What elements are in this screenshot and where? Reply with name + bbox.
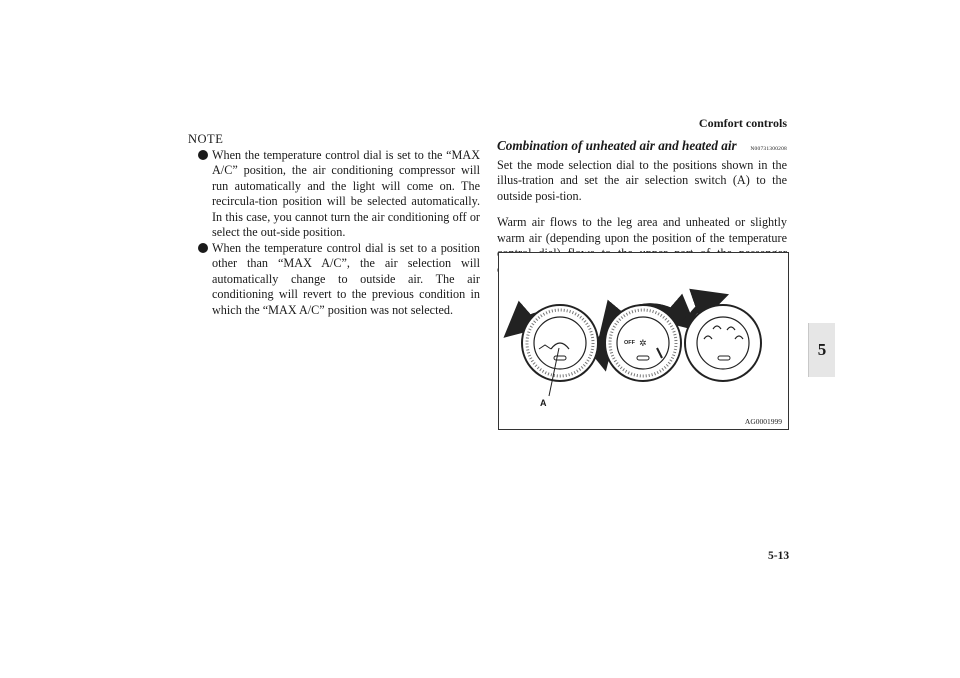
svg-text:✲: ✲ bbox=[639, 339, 647, 349]
section-heading-row bbox=[497, 138, 787, 158]
callout-label-a: A bbox=[540, 398, 547, 408]
section-tab[interactable]: 5 bbox=[808, 323, 835, 377]
note-item bbox=[188, 148, 480, 241]
svg-text:OFF: OFF bbox=[624, 340, 635, 346]
note-block bbox=[188, 132, 480, 318]
running-header: Comfort controls bbox=[698, 116, 787, 130]
note-item-text: When the temperature control dial is set to the “MAX A/C” position, the air conditioning compressor will run automatically and the light will come on. The recircula-tion position will be selected automatically. In this case, you cannot turn the air conditioning off or select the out-side position. bbox=[212, 147, 480, 239]
fan-mode-dial-icon bbox=[685, 300, 761, 381]
mode-dial-icon bbox=[517, 305, 602, 381]
temperature-dial-icon bbox=[605, 305, 684, 381]
figure-code: AG0001999 bbox=[744, 417, 782, 426]
section-paragraph: Set the mode selection dial to the positions shown in the illus-tration and set the air selection switch (A) to the outside posi-tion. bbox=[497, 157, 787, 203]
page-number: 5-13 bbox=[768, 550, 790, 562]
note-title: NOTE bbox=[188, 132, 224, 146]
climate-control-illustration bbox=[498, 252, 789, 430]
note-item-text: When the temperature control dial is set to a position other than “MAX A/C”, the air selection will automatically change to outside air. The air conditioning will revert to the previous condition in which the “MAX A/C” position was not selected. bbox=[212, 240, 480, 317]
section-code: N00731300208 bbox=[750, 146, 787, 152]
section-paragraph: Warm air flows to the leg area and unheated or slightly warm air (depending upon the position of the temperature bbox=[497, 215, 787, 245]
section-heading: Combination of unheated air and heated air bbox=[497, 138, 737, 153]
note-item bbox=[188, 241, 480, 319]
bullet-icon bbox=[198, 150, 208, 160]
bullet-icon bbox=[198, 243, 208, 253]
